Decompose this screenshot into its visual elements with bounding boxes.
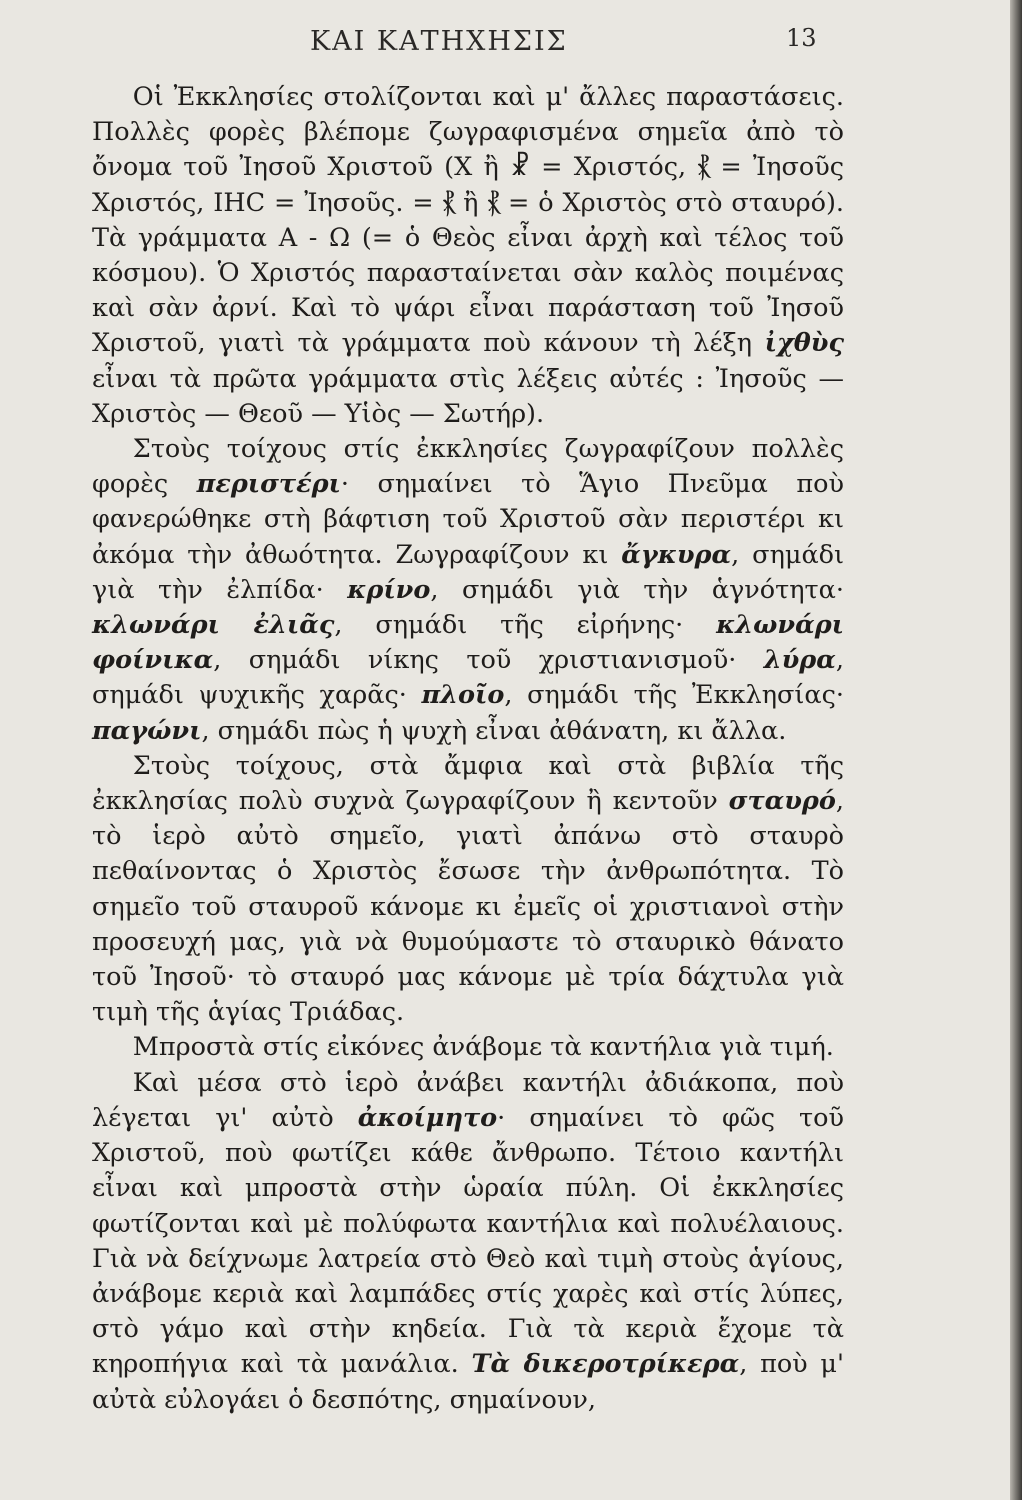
running-title: ΚΑΙ ΚΑΤΗΧΗΣΙΣ — [310, 26, 568, 57]
emphasis-ichthys: ἰχθὺς — [764, 328, 844, 359]
emphasis-klonari-foinika: κλωνάρι φοίνικα — [92, 610, 845, 676]
emphasis-pagoni: παγώνι — [92, 715, 202, 746]
page-header — [0, 26, 1010, 66]
emphasis-krino: κρίνο — [347, 574, 431, 605]
page-edge-shadow — [1010, 0, 1022, 1500]
paragraph-cross: Στοὺς τοίχους, στὰ ἄμφια καὶ στὰ βιβλία τῆς ἐκκλησίας πολὺ συχνὰ ζωγραφίζουν ἢ κεντοῦν σταυρό, τὸ ἱερὸ αὐτὸ σημεῖο, γιατὶ ἀπάνω στὸ σταυρὸ πεθαίνοντας ὁ Χριστὸς ἔσωσε τὴν ἀνθρωπότητα. Τὸ σημεῖο τοῦ σταυροῦ κάνομε κι ἐμεῖς οἱ χριστιανοὶ στὴν προσευχή μας, γιὰ νὰ θυμούμαστε τὸ σταυρικὸ θάνατο τοῦ Ἰησοῦ· τὸ σταυρό μας κάνομε μὲ τρία δάχτυλα γιὰ τιμὴ τῆς ἁγίας Τριάδας. — [92, 750, 844, 1028]
emphasis-akoimito: ἀκοίμητο — [357, 1102, 498, 1133]
emphasis-dikerotrikera: Τὰ δικεροτρίκερα — [471, 1349, 740, 1380]
emphasis-peristeri: περιστέρι — [196, 469, 341, 500]
emphasis-klonari-elias: κλωνάρι ἐλιᾶς — [92, 610, 335, 641]
paragraph-candles: Καὶ μέσα στὸ ἱερὸ ἀνάβει καντήλι ἀδιάκοπα, ποὺ λέγεται γι' αὐτὸ ἀκοίμητο· σημαίνει τὸ φῶς τοῦ Χριστοῦ, ποὺ φωτίζει κάθε ἄνθρωπο. Τέτοιο καντήλι εἶναι καὶ μπροστὰ στὴν ὡραία πύλη. Οἱ ἐκκλησίες φωτίζονται καὶ μὲ πολύφωτα καντήλια καὶ πολυέλαιους. Γιὰ νὰ δείχνωμε λατρεία στὸ Θεὸ καὶ τιμὴ στοὺς ἁγίους, ἀνάβομε κεριὰ καὶ λαμπάδες στίς χαρὲς καὶ στίς λύπες, στὸ γάμο καὶ στὴν κηδεία. Γιὰ τὰ κεριὰ ἔχομε τὰ κηροπήγια καὶ τὰ μανάλια. Τὰ δικεροτρίκερα, ποὺ μ' αὐτὰ εὐλογάει ὁ δεσπότης, σημαίνουν, — [92, 1067, 845, 1415]
emphasis-stavro: σταυρό — [728, 786, 836, 817]
emphasis-lyra: λύρα — [763, 645, 836, 676]
body-text — [92, 80, 844, 1418]
page-number: 13 — [786, 24, 817, 52]
paragraph-symbols: Οἱ Ἐκκλησίες στολίζονται καὶ μ' ἄλλες παραστάσεις. Πολλὲς φορὲς βλέπομε ζωγραφισμένα σημεῖα ἀπὸ τὸ ὄνομα τοῦ Ἰησοῦ Χριστοῦ (Χ ἢ ☧ = Χριστός, ⳩ = Ἰησοῦς Χριστός, ΙΗC = Ἰησοῦς. = ⳩ ἢ ⳩ = ὁ Χριστὸς στὸ σταυρό). Τὰ γράμματα Α - Ω (= ὁ Θεὸς εἶναι ἀρχὴ καὶ τέλος τοῦ κόσμου). Ὁ Χριστός παρασταίνεται σὰν καλὸς ποιμένας καὶ σὰν ἀρνί. Καὶ τὸ ψάρι εἶναι παράσταση τοῦ Ἰησοῦ Χριστοῦ, γιατὶ τὰ γράμματα ποὺ κάνουν τὴ λέξη ἰχθὺς εἶναι τὰ πρῶτα γράμματα στὶς λέξεις αὐτές : Ἰησοῦς — Χριστὸς — Θεοῦ — Υἱὸς — Σωτήρ). — [92, 82, 844, 429]
paragraph-icons: Μπροστὰ στίς εἰκόνες ἀνάβομε τὰ καντήλια γιὰ τιμή. — [132, 1032, 834, 1063]
emphasis-agkyra: ἄγκυρα — [621, 539, 732, 570]
emphasis-ploio: πλοῖο — [421, 680, 505, 711]
paragraph-wall-paintings: Στοὺς τοίχους στίς ἐκκλησίες ζωγραφίζουν πολλὲς φορὲς περιστέρι· σημαίνει τὸ Ἅγιο Πνεῦμα ποὺ φανερώθηκε στὴ βάφτιση τοῦ Χριστοῦ σὰν περιστέρι κι ἀκόμα τὴν ἀθωότητα. Ζωγραφίζουν κι ἄγκυρα, σημάδι γιὰ τὴν ἐλπίδα· κρίνο, σημάδι γιὰ τὴν ἁγνότητα· κλωνάρι ἐλιᾶς, σημάδι τῆς εἰρήνης· κλωνάρι φοίνικα, σημάδι νίκης τοῦ χριστιανισμοῦ· λύρα, σημάδι ψυχικῆς χαρᾶς· πλοῖο, σημάδι τῆς Ἐκκλησίας· παγώνι, σημάδι πὼς ἡ ψυχὴ εἶναι ἀθάνατη, κι ἄλλα. — [92, 434, 845, 746]
